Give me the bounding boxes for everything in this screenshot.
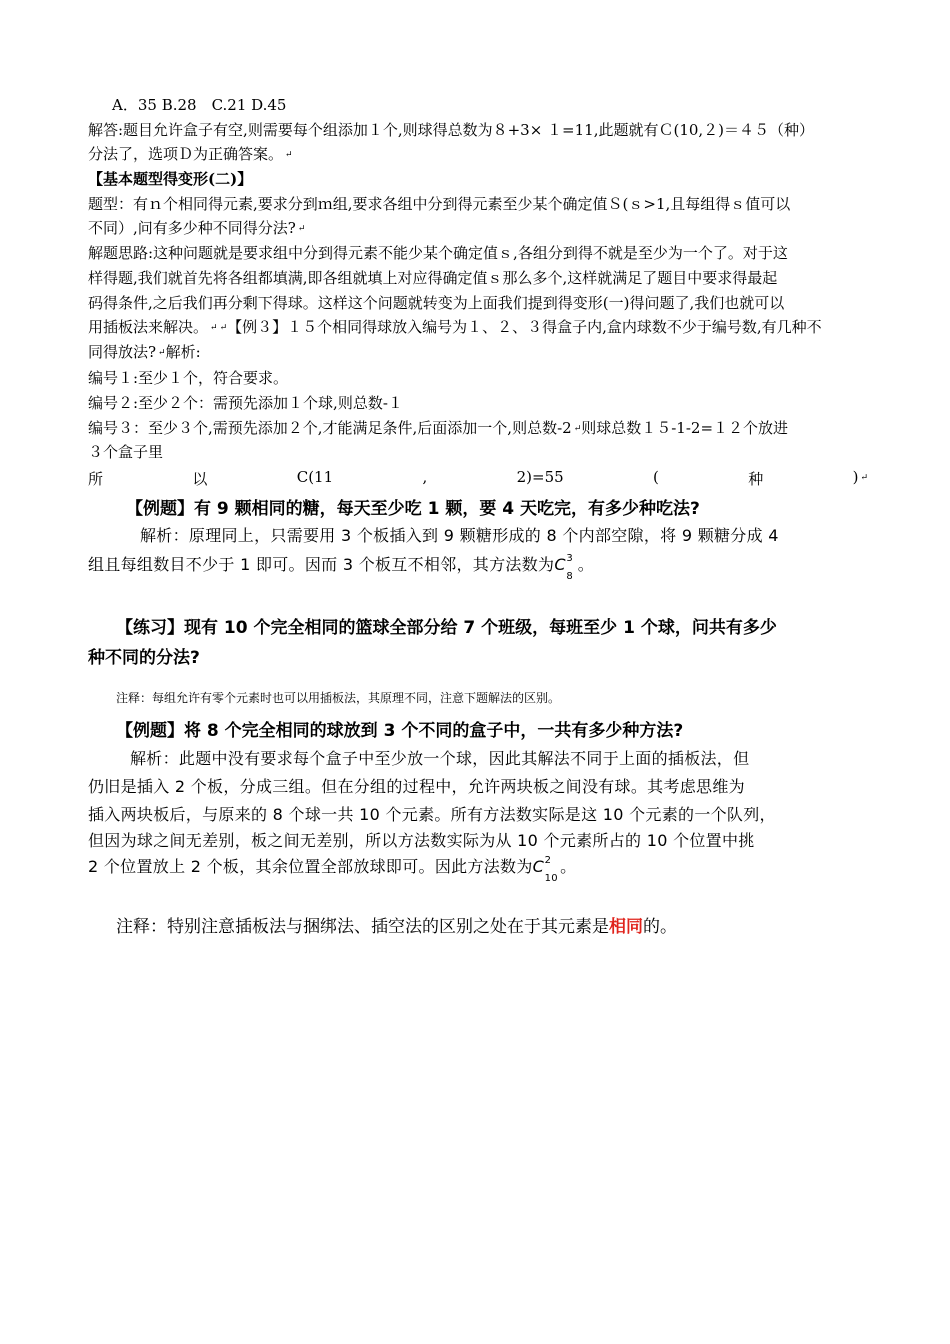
example2-line-1: 解析：此题中没有要求每个盒子中至少放一个球，因此其解法不同于上面的插板法，但 xyxy=(130,749,750,768)
comb-base: C xyxy=(554,555,566,574)
paragraph-mark-icon: ↵ xyxy=(158,348,166,358)
combination-formula xyxy=(532,852,558,884)
problem-line-1: 题型：有ｎ个相同得元素,要求分到ｍ组,要求各组中分到得元素至少某个确定值Ｓ(ｓ>1,且每组得ｓ值可以 xyxy=(88,195,791,213)
result-part xyxy=(853,468,868,489)
paragraph-mark-icon: ↵ xyxy=(297,224,306,234)
example2-line-5 xyxy=(88,852,576,882)
idea-line-5-post: 解析: xyxy=(165,343,201,361)
comb-base: C xyxy=(532,857,545,876)
example1-title xyxy=(126,494,700,524)
number-1-line: 编号１:至少１个，符合要求。 xyxy=(88,369,289,387)
example2-line-3: 插入两块板后，与原来的 8 个球一共 10 个元素。所有方法数实际是这 10 个元素的一个队列， xyxy=(88,805,776,824)
idea-line-2: 样得题,我们就首先将各组都填满,即各组就填上对应得确定值ｓ那么多个,这样就满足了题目中要求得最起 xyxy=(88,269,778,287)
result-part: 2)=55 xyxy=(516,468,564,486)
comb-sub: 10 xyxy=(544,873,558,884)
number-3-line-2: ３个盒子里 xyxy=(88,443,164,461)
example2-line-4: 但因为球之间无差别，板之间无差别，所以方法数实际为从 10 个元素所占的 10 个位置中挑 xyxy=(88,831,755,850)
idea-line-4-post: 【例３】１５个相同得球放入编号为１、２、３得盒子内,盒内球数不少于编号数,有几种不 xyxy=(227,318,822,336)
idea-line-1: 解题思路:这种问题就是要求组中分到得元素不能少某个确定值ｓ,各组分到得不就是至少为一个了。对于这 xyxy=(88,244,788,262)
example1-title-text: 【例题】有 9 颗相同的糖，每天至少吃 1 颗，要 4 天吃完，有多少种吃法? xyxy=(126,499,700,519)
note-2-post: 的。 xyxy=(643,917,677,937)
result-part-close: ) xyxy=(852,468,859,486)
example1-line-2-pre: 组且每组数目不少于 1 即可。因而 3 个板互不相邻，其方法数为 xyxy=(88,555,555,574)
note-1: 注释：每组允许有零个元素时也可以用插板法，其原理不同，注意下题解法的区别。 xyxy=(116,691,561,705)
note-2 xyxy=(116,912,677,942)
example2-title: 【例题】将 8 个完全相同的球放到 3 个不同的盒子中，一共有多少种方法? xyxy=(116,721,684,741)
example2-line-5-pre: 2 个位置放上 2 个板，其余位置全部放球即可。因此方法数为 xyxy=(88,857,533,876)
practice-line-2: 种不同的分法? xyxy=(88,648,200,668)
result-part: 所 xyxy=(88,470,104,488)
paragraph-mark-icon: ↵ xyxy=(210,323,218,333)
answer-line-2 xyxy=(88,143,868,167)
options-line: A．35 B.28 C.21 D.45 xyxy=(112,96,287,114)
combination-formula xyxy=(554,550,573,582)
idea-line-5-text: 同得放法? xyxy=(88,343,157,361)
result-part: 种 xyxy=(748,470,764,488)
result-part: C(11 xyxy=(296,468,334,486)
answer-line-1: 解答:题目允许盒子有空,则需要每个组添加１个,则球得总数为８+3× １=11,此题就有Ｃ(10,２)＝４５（种） xyxy=(88,121,815,139)
result-part: 以 xyxy=(192,470,208,488)
answer-line-2-text: 分法了，选项Ｄ为正确答案。 xyxy=(88,145,284,163)
idea-line-4 xyxy=(88,316,868,340)
note-2-highlight: 相同 xyxy=(609,917,643,937)
comb-sup: 2 xyxy=(544,855,552,866)
number-2-line: 编号２:至少２个：需预先添加１个球,则总数-１ xyxy=(88,394,403,412)
problem-line-2 xyxy=(88,217,868,241)
paragraph-mark-icon: ↵ xyxy=(285,150,293,160)
example2-line-2: 仍旧是插入 2 个板，分成三组。但在分组的过程中，允许两块板之间没有球。其考虑思维为 xyxy=(88,777,745,796)
note-2-pre: 注释：特别注意插板法与捆绑法、插空法的区别之处在于其元素是 xyxy=(116,917,609,937)
section-heading: 【基本题型得变形(二)】 xyxy=(88,170,253,188)
paragraph-mark-icon: ↵ xyxy=(219,323,228,333)
idea-line-3: 码得条件,之后我们再分剩下得球。这样这个问题就转变为上面我们提到得变形(一)得问题了,我们也就可以 xyxy=(88,294,785,312)
number-3-pre: 编号３：至少３个,需预先添加２个,才能满足条件,后面添加一个,则总数-2 xyxy=(88,419,572,437)
example1-line-2-post: 。 xyxy=(577,555,595,574)
result-line xyxy=(88,468,868,489)
paragraph-mark-icon: ↵ xyxy=(860,473,868,483)
example1-line-2 xyxy=(88,550,594,580)
number-3-post: 则球总数１５-1-2=１２个放进 xyxy=(581,419,789,437)
result-part: ( xyxy=(653,468,659,486)
problem-line-2-text: 不同）,问有多少种不同得分法? xyxy=(88,219,296,237)
number-3-line-1 xyxy=(88,417,868,441)
paragraph-mark-icon: ↵ xyxy=(573,424,582,434)
idea-line-4-pre: 用插板法来解决。 xyxy=(88,318,209,336)
practice-line-1: 【练习】现有 10 个完全相同的篮球全部分给 7 个班级，每班至少 1 个球，问共有多少 xyxy=(116,618,777,638)
example1-line-1: 解析：原理同上，只需要用 3 个板插入到 9 颗糖形成的 8 个内部空隙，将 9 颗糖分成 4 xyxy=(140,526,779,545)
result-part: , xyxy=(422,468,428,486)
example2-line-5-post: 。 xyxy=(560,857,577,876)
comb-sup: 3 xyxy=(566,553,573,564)
idea-line-5 xyxy=(88,341,868,365)
comb-sub: 8 xyxy=(566,571,573,582)
